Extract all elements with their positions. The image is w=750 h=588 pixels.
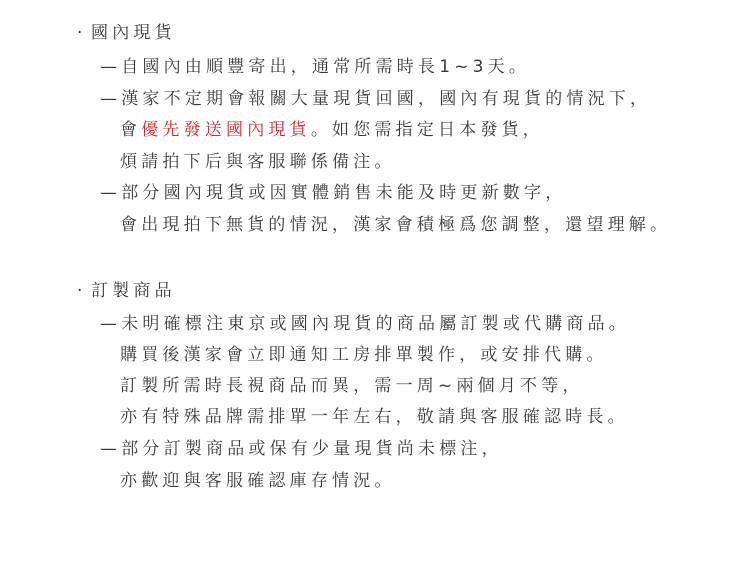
section-heading-custom-order bbox=[77, 280, 176, 302]
section-title: 訂製商品 bbox=[91, 281, 176, 301]
bullet-dot: · bbox=[77, 281, 83, 301]
text-line: 會出現拍下無貨的情況，漢家會積極爲您調整，還望理解。 bbox=[120, 215, 672, 235]
text-line: —部分訂製商品或保有少量現貨尚未標注， bbox=[100, 439, 503, 459]
text-line: 購買後漢家會立即通知工房排單製作，或安排代購。 bbox=[120, 345, 608, 365]
text-line: —漢家不定期會報關大量現貨回國，國內有現貨的情況下， bbox=[100, 89, 652, 109]
text-line-highlighted bbox=[120, 119, 544, 141]
section-heading-domestic-stock bbox=[77, 22, 176, 44]
text-line: 煩請拍下后與客服聯係備注。 bbox=[120, 152, 396, 172]
bullet-dot: · bbox=[77, 23, 83, 43]
text-line: —未明確標注東京或國內現貨的商品屬訂製或代購商品。 bbox=[100, 314, 630, 334]
text-after: 。如您需指定日本發貨， bbox=[310, 120, 545, 140]
text-line: 亦有特殊品牌需排單一年左右，敬請與客服確認時長。 bbox=[120, 407, 629, 427]
text-before: 會 bbox=[120, 120, 142, 140]
text-line: —部分國內現貨或因實體銷售未能及時更新數字， bbox=[100, 183, 567, 203]
section-title: 國內現貨 bbox=[91, 23, 176, 43]
text-line: 亦歡迎與客服確認庫存情況。 bbox=[120, 471, 396, 491]
priority-domestic-highlight: 優先發送國內現貨 bbox=[141, 120, 311, 140]
text-line: 訂製所需時長視商品而異，需一周~兩個月不等， bbox=[120, 376, 584, 396]
text-line: —自國內由順豐寄出，通常所需時長1~3天。 bbox=[100, 57, 531, 77]
